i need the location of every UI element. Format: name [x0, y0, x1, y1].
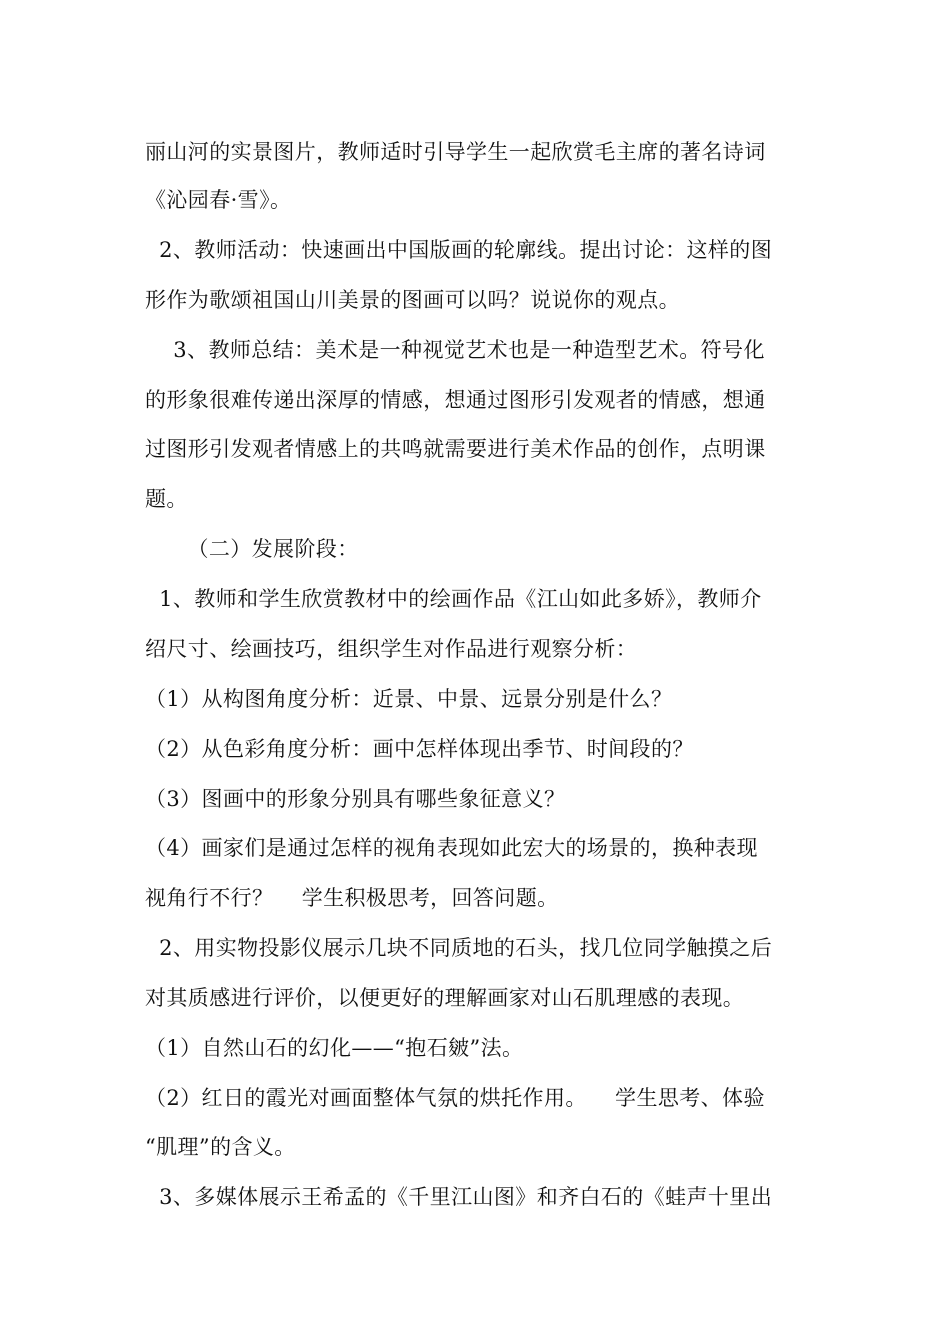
text-line: 3、教师总结：美术是一种视觉艺术也是一种造型艺术。符号化: [145, 338, 765, 362]
text-line: 过图形引发观者情感上的共鸣就需要进行美术作品的创作，点明课: [145, 437, 766, 461]
text-line: （4）画家们是通过怎样的视角表现如此宏大的场景的，换种表现: [145, 836, 758, 860]
text-line: 形作为歌颂祖国山川美景的图画可以吗？说说你的观点。: [145, 288, 680, 312]
text-line: 视角行不行？ 学生积极思考，回答问题。: [145, 886, 559, 910]
text-line: （2）红日的霞光对画面整体气氛的烘托作用。 学生思考、体验: [145, 1086, 765, 1110]
text-line: （1）自然山石的幻化——“抱石皴”法。: [145, 1036, 524, 1060]
text-line: 绍尺寸、绘画技巧，组织学生对作品进行观察分析：: [145, 637, 638, 661]
text-line: （1）从构图角度分析：近景、中景、远景分别是什么？: [145, 687, 673, 711]
text-line: “肌理”的含义。: [145, 1135, 296, 1159]
text-line: 的形象很难传递出深厚的情感，想通过图形引发观者的情感，想通: [145, 388, 766, 412]
text-line: 对其质感进行评价，以便更好的理解画家对山石肌理感的表现。: [145, 986, 745, 1010]
text-line: 《沁园春·雪》。: [145, 188, 292, 212]
text-line: 丽山河的实景图片，教师适时引导学生一起欣赏毛主席的著名诗词: [145, 140, 766, 164]
text-line: 1、教师和学生欣赏教材中的绘画作品《江山如此多娇》，教师介: [145, 587, 762, 611]
text-line: 2、教师活动：快速画出中国版画的轮廓线。提出讨论：这样的图: [145, 238, 773, 262]
text-line: 题。: [145, 487, 188, 511]
text-line: （3）图画中的形象分别具有哪些象征意义？: [145, 787, 566, 811]
text-line: （2）从色彩角度分析：画中怎样体现出季节、时间段的？: [145, 737, 694, 761]
text-line: 3、多媒体展示王希孟的《千里江山图》和齐白石的《蛙声十里出: [145, 1185, 773, 1209]
section-heading: （二）发展阶段：: [145, 537, 359, 561]
text-line: 2、用实物投影仪展示几块不同质地的石头，找几位同学触摸之后: [145, 936, 773, 960]
